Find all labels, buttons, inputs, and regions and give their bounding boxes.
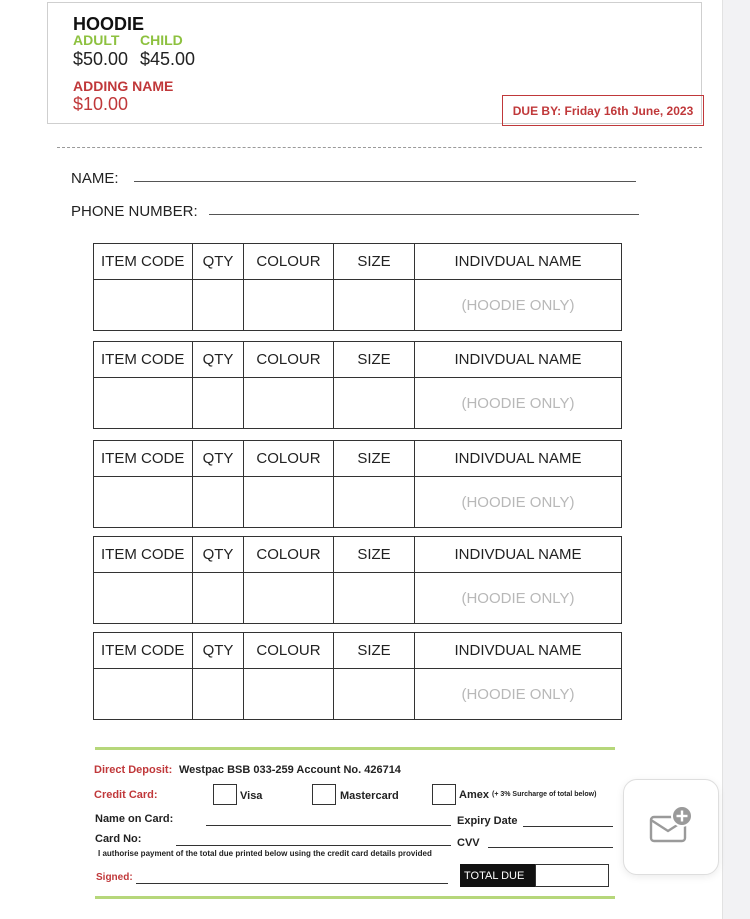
amex-checkbox[interactable] [432, 784, 456, 805]
adult-label: ADULT [73, 32, 120, 48]
order-table-1 [93, 243, 622, 331]
card-no-label: Card No: [95, 833, 142, 845]
cell-colour[interactable] [244, 669, 334, 720]
name-on-card-label: Name on Card: [95, 813, 174, 825]
visa-checkbox[interactable] [213, 784, 237, 805]
order-table-2 [93, 341, 622, 429]
cell-item-code[interactable] [94, 378, 193, 429]
cell-qty[interactable] [193, 280, 244, 331]
col-item-code: ITEM CODE [94, 633, 193, 669]
cvv-label: CVV [457, 837, 480, 849]
col-individual-name: INDIVDUAL NAME [415, 441, 622, 477]
order-table-3 [93, 440, 622, 528]
cell-individual-name[interactable]: (HOODIE ONLY) [415, 280, 622, 331]
col-qty: QTY [193, 537, 244, 573]
col-colour: COLOUR [244, 633, 334, 669]
name-field[interactable] [134, 181, 636, 182]
col-item-code: ITEM CODE [94, 244, 193, 280]
adding-name-label: ADDING NAME [73, 78, 174, 94]
mastercard-label: Mastercard [340, 790, 399, 802]
child-label: CHILD [140, 32, 183, 48]
cell-colour[interactable] [244, 280, 334, 331]
signature-field[interactable] [136, 883, 448, 884]
cell-qty[interactable] [193, 477, 244, 528]
card-no-field[interactable] [176, 845, 451, 846]
col-qty: QTY [193, 342, 244, 378]
col-individual-name: INDIVDUAL NAME [415, 633, 622, 669]
direct-deposit-label: Direct Deposit: [94, 764, 173, 776]
amex-label: Amex [459, 789, 489, 801]
cell-qty[interactable] [193, 378, 244, 429]
cell-size[interactable] [334, 378, 415, 429]
col-size: SIZE [334, 342, 415, 378]
visa-label: Visa [240, 790, 263, 802]
cell-item-code[interactable] [94, 477, 193, 528]
expiry-date-field[interactable] [523, 826, 613, 827]
col-colour: COLOUR [244, 441, 334, 477]
cell-qty[interactable] [193, 669, 244, 720]
cell-individual-name[interactable]: (HOODIE ONLY) [415, 573, 622, 624]
cell-qty[interactable] [193, 573, 244, 624]
cell-size[interactable] [334, 477, 415, 528]
cell-individual-name[interactable]: (HOODIE ONLY) [415, 378, 622, 429]
mail-add-icon [648, 805, 694, 849]
order-table-4 [93, 536, 622, 624]
cvv-field[interactable] [488, 847, 613, 848]
phone-label: PHONE NUMBER: [71, 203, 198, 220]
col-colour: COLOUR [244, 342, 334, 378]
col-qty: QTY [193, 441, 244, 477]
cell-individual-name[interactable]: (HOODIE ONLY) [415, 477, 622, 528]
direct-deposit-details: Westpac BSB 033-259 Account No. 426714 [179, 764, 401, 776]
name-on-card-field[interactable] [206, 825, 451, 826]
col-qty: QTY [193, 633, 244, 669]
cut-line [57, 147, 702, 148]
col-size: SIZE [334, 537, 415, 573]
cell-size[interactable] [334, 669, 415, 720]
cell-colour[interactable] [244, 378, 334, 429]
total-due-label: TOTAL DUE [460, 864, 535, 887]
cell-item-code[interactable] [94, 280, 193, 331]
authorisation-text: I authorise payment of the total due printed below using the credit card details provided [98, 849, 432, 858]
col-size: SIZE [334, 441, 415, 477]
cell-item-code[interactable] [94, 669, 193, 720]
amex-surcharge-note: (+ 3% Surcharge of total below) [492, 791, 597, 798]
name-label: NAME: [71, 170, 119, 187]
phone-field[interactable] [209, 214, 639, 215]
mastercard-checkbox[interactable] [312, 784, 336, 805]
col-size: SIZE [334, 633, 415, 669]
cell-size[interactable] [334, 573, 415, 624]
col-item-code: ITEM CODE [94, 342, 193, 378]
add-mail-button[interactable] [623, 779, 719, 875]
expiry-date-label: Expiry Date [457, 815, 518, 827]
credit-card-label: Credit Card: [94, 789, 158, 801]
cell-colour[interactable] [244, 477, 334, 528]
cell-colour[interactable] [244, 573, 334, 624]
cell-item-code[interactable] [94, 573, 193, 624]
col-individual-name: INDIVDUAL NAME [415, 342, 622, 378]
product-title: HOODIE [73, 14, 145, 34]
col-individual-name: INDIVDUAL NAME [415, 537, 622, 573]
payment-top-divider [95, 747, 615, 750]
price-header [47, 2, 702, 124]
payment-bottom-divider [95, 896, 615, 899]
due-date-badge: DUE BY: Friday 16th June, 2023 [502, 95, 704, 126]
child-price: $45.00 [140, 49, 196, 69]
col-individual-name: INDIVDUAL NAME [415, 244, 622, 280]
adding-name-price: $10.00 [73, 94, 129, 114]
col-size: SIZE [334, 244, 415, 280]
total-due-field[interactable] [535, 864, 609, 887]
order-table-5 [93, 632, 622, 720]
col-item-code: ITEM CODE [94, 441, 193, 477]
col-colour: COLOUR [244, 244, 334, 280]
adult-price: $50.00 [73, 49, 129, 69]
col-item-code: ITEM CODE [94, 537, 193, 573]
cell-individual-name[interactable]: (HOODIE ONLY) [415, 669, 622, 720]
col-qty: QTY [193, 244, 244, 280]
signed-label: Signed: [96, 872, 133, 883]
col-colour: COLOUR [244, 537, 334, 573]
cell-size[interactable] [334, 280, 415, 331]
